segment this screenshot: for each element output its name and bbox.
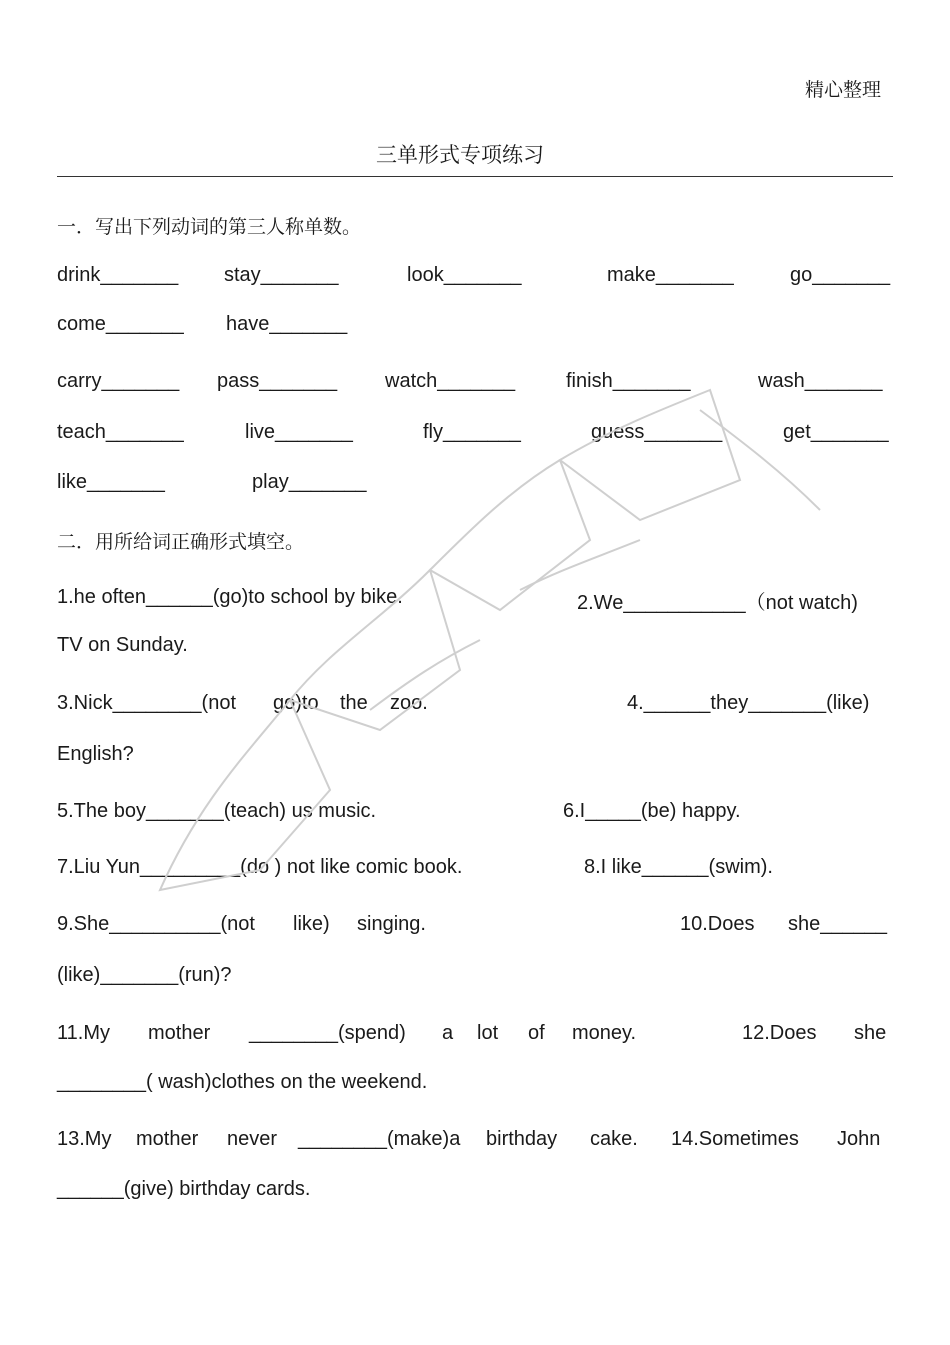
question-4-continued: English? bbox=[57, 743, 134, 765]
corner-label: 精心整理 bbox=[805, 79, 882, 101]
verb-blank: go_______ bbox=[790, 264, 891, 286]
word: never bbox=[227, 1128, 278, 1150]
word: of bbox=[528, 1022, 545, 1044]
word: she bbox=[854, 1022, 887, 1044]
verb-blank: finish_______ bbox=[566, 370, 691, 392]
section2-heading: 二．用所给词正确形式填空。 bbox=[57, 531, 305, 553]
word: 12.Does bbox=[742, 1022, 817, 1044]
word: 11.My bbox=[57, 1022, 110, 1044]
question-6: 6.I_____(be) happy. bbox=[563, 800, 741, 822]
word: birthday bbox=[486, 1128, 558, 1150]
word: 14.Sometimes bbox=[671, 1128, 799, 1150]
word: ________(make)a bbox=[298, 1128, 461, 1150]
question-7: 7.Liu Yun_________(do ) not like comic book. bbox=[57, 856, 463, 878]
question-4: 4.______they_______(like) bbox=[627, 692, 870, 714]
question-8: 8.I like______(swim). bbox=[584, 856, 773, 878]
word: the bbox=[340, 692, 368, 714]
verb-blank: guess_______ bbox=[591, 421, 723, 443]
word: go)to bbox=[273, 692, 319, 714]
word: like) bbox=[293, 913, 330, 935]
verb-blank: come_______ bbox=[57, 313, 184, 335]
verb-blank: live_______ bbox=[245, 421, 353, 443]
page-title: 三单形式专项练习 bbox=[376, 143, 544, 167]
verb-blank: carry_______ bbox=[57, 370, 180, 392]
verb-blank: like_______ bbox=[57, 471, 165, 493]
word: 13.My bbox=[57, 1128, 112, 1150]
verb-blank: wash_______ bbox=[758, 370, 883, 392]
verb-blank: drink_______ bbox=[57, 264, 179, 286]
section1-heading: 一．写出下列动词的第三人称单数。 bbox=[57, 216, 362, 238]
word: 10.Does bbox=[680, 913, 755, 935]
word: John bbox=[837, 1128, 881, 1150]
verb-blank: pass_______ bbox=[217, 370, 338, 392]
word: 3.Nick________(not bbox=[57, 692, 237, 714]
question-14-continued: ______(give) birthday cards. bbox=[57, 1178, 311, 1200]
verb-blank: play_______ bbox=[252, 471, 367, 493]
question-2: 2.We___________（not watch) bbox=[577, 592, 858, 614]
verb-blank: teach_______ bbox=[57, 421, 184, 443]
word: 9.She__________(not bbox=[57, 913, 255, 935]
verb-blank: get_______ bbox=[783, 421, 889, 443]
question-10-continued: (like)_______(run)? bbox=[57, 964, 232, 986]
verb-blank: stay_______ bbox=[224, 264, 339, 286]
title-divider bbox=[57, 176, 893, 177]
question-1: 1.he often______(go)to school by bike. bbox=[57, 586, 403, 608]
question-2-continued: TV on Sunday. bbox=[57, 634, 188, 656]
word: mother bbox=[148, 1022, 211, 1044]
word: ________(spend) bbox=[249, 1022, 406, 1044]
question-5: 5.The boy_______(teach) us music. bbox=[57, 800, 377, 822]
word: lot bbox=[477, 1022, 499, 1044]
question-12-continued: ________( wash)clothes on the weekend. bbox=[57, 1071, 428, 1093]
word: a bbox=[442, 1022, 454, 1044]
verb-blank: look_______ bbox=[407, 264, 522, 286]
watermark-graphic bbox=[140, 370, 840, 930]
word: zoo. bbox=[390, 692, 428, 714]
verb-blank: have_______ bbox=[226, 313, 348, 335]
word: money. bbox=[572, 1022, 637, 1044]
verb-blank: fly_______ bbox=[423, 421, 521, 443]
word: singing. bbox=[357, 913, 426, 935]
verb-blank: make_______ bbox=[607, 264, 734, 286]
word: cake. bbox=[590, 1128, 638, 1150]
word: mother bbox=[136, 1128, 199, 1150]
verb-blank: watch_______ bbox=[385, 370, 516, 392]
word: she______ bbox=[788, 913, 887, 935]
